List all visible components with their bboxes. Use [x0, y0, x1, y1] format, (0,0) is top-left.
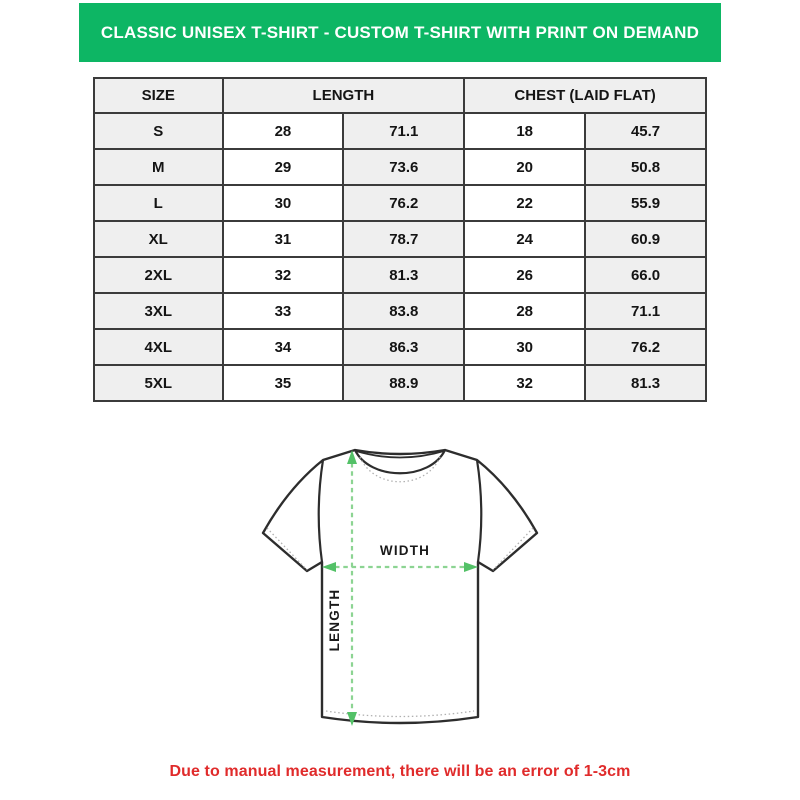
chest-in-cell: 24: [464, 221, 585, 257]
table-row: [94, 365, 706, 401]
length-cm-cell: 81.3: [343, 257, 464, 293]
size-cell: M: [94, 149, 223, 185]
length-cm-cell: 78.7: [343, 221, 464, 257]
table-row: [94, 185, 706, 221]
table-header-row: [94, 78, 706, 113]
length-cm-cell: 76.2: [343, 185, 464, 221]
length-cm-cell: 83.8: [343, 293, 464, 329]
chest-in-cell: 18: [464, 113, 585, 149]
length-cm-cell: 88.9: [343, 365, 464, 401]
length-in-cell: 31: [223, 221, 344, 257]
table-row: [94, 293, 706, 329]
table-row: [94, 149, 706, 185]
header-chest: CHEST (LAID FLAT): [464, 78, 706, 113]
size-cell: XL: [94, 221, 223, 257]
chest-in-cell: 30: [464, 329, 585, 365]
chest-cm-cell: 55.9: [585, 185, 706, 221]
chest-cm-cell: 60.9: [585, 221, 706, 257]
chest-cm-cell: 71.1: [585, 293, 706, 329]
length-in-cell: 35: [223, 365, 344, 401]
length-in-cell: 34: [223, 329, 344, 365]
header-size: SIZE: [94, 78, 223, 113]
length-label: LENGTH: [327, 588, 342, 652]
size-cell: 3XL: [94, 293, 223, 329]
chest-in-cell: 22: [464, 185, 585, 221]
length-cm-cell: 73.6: [343, 149, 464, 185]
chest-cm-cell: 45.7: [585, 113, 706, 149]
table-row: [94, 257, 706, 293]
table-row: [94, 221, 706, 257]
length-cm-cell: 71.1: [343, 113, 464, 149]
size-chart-table: [93, 77, 707, 402]
size-cell: 2XL: [94, 257, 223, 293]
chest-cm-cell: 81.3: [585, 365, 706, 401]
length-in-cell: 28: [223, 113, 344, 149]
width-label: WIDTH: [379, 543, 431, 558]
size-cell: 4XL: [94, 329, 223, 365]
length-cm-cell: 86.3: [343, 329, 464, 365]
tshirt-measurement-diagram: [250, 438, 550, 743]
chest-in-cell: 32: [464, 365, 585, 401]
chest-in-cell: 26: [464, 257, 585, 293]
table-row: [94, 113, 706, 149]
length-in-cell: 30: [223, 185, 344, 221]
size-cell: 5XL: [94, 365, 223, 401]
chest-cm-cell: 66.0: [585, 257, 706, 293]
length-in-cell: 33: [223, 293, 344, 329]
chest-in-cell: 28: [464, 293, 585, 329]
header-length: LENGTH: [223, 78, 465, 113]
page-title: CLASSIC UNISEX T-SHIRT - CUSTOM T-SHIRT WITH PRINT ON DEMAND: [100, 22, 700, 42]
chest-in-cell: 20: [464, 149, 585, 185]
tshirt-drawing: [250, 438, 550, 743]
title-banner: [79, 3, 721, 62]
tshirt-outline: [263, 450, 537, 723]
table-row: [94, 329, 706, 365]
chest-cm-cell: 50.8: [585, 149, 706, 185]
size-cell: S: [94, 113, 223, 149]
size-cell: L: [94, 185, 223, 221]
measurement-disclaimer: Due to manual measurement, there will be an error of 1-3cm: [169, 763, 631, 780]
length-in-cell: 32: [223, 257, 344, 293]
chest-cm-cell: 76.2: [585, 329, 706, 365]
length-in-cell: 29: [223, 149, 344, 185]
